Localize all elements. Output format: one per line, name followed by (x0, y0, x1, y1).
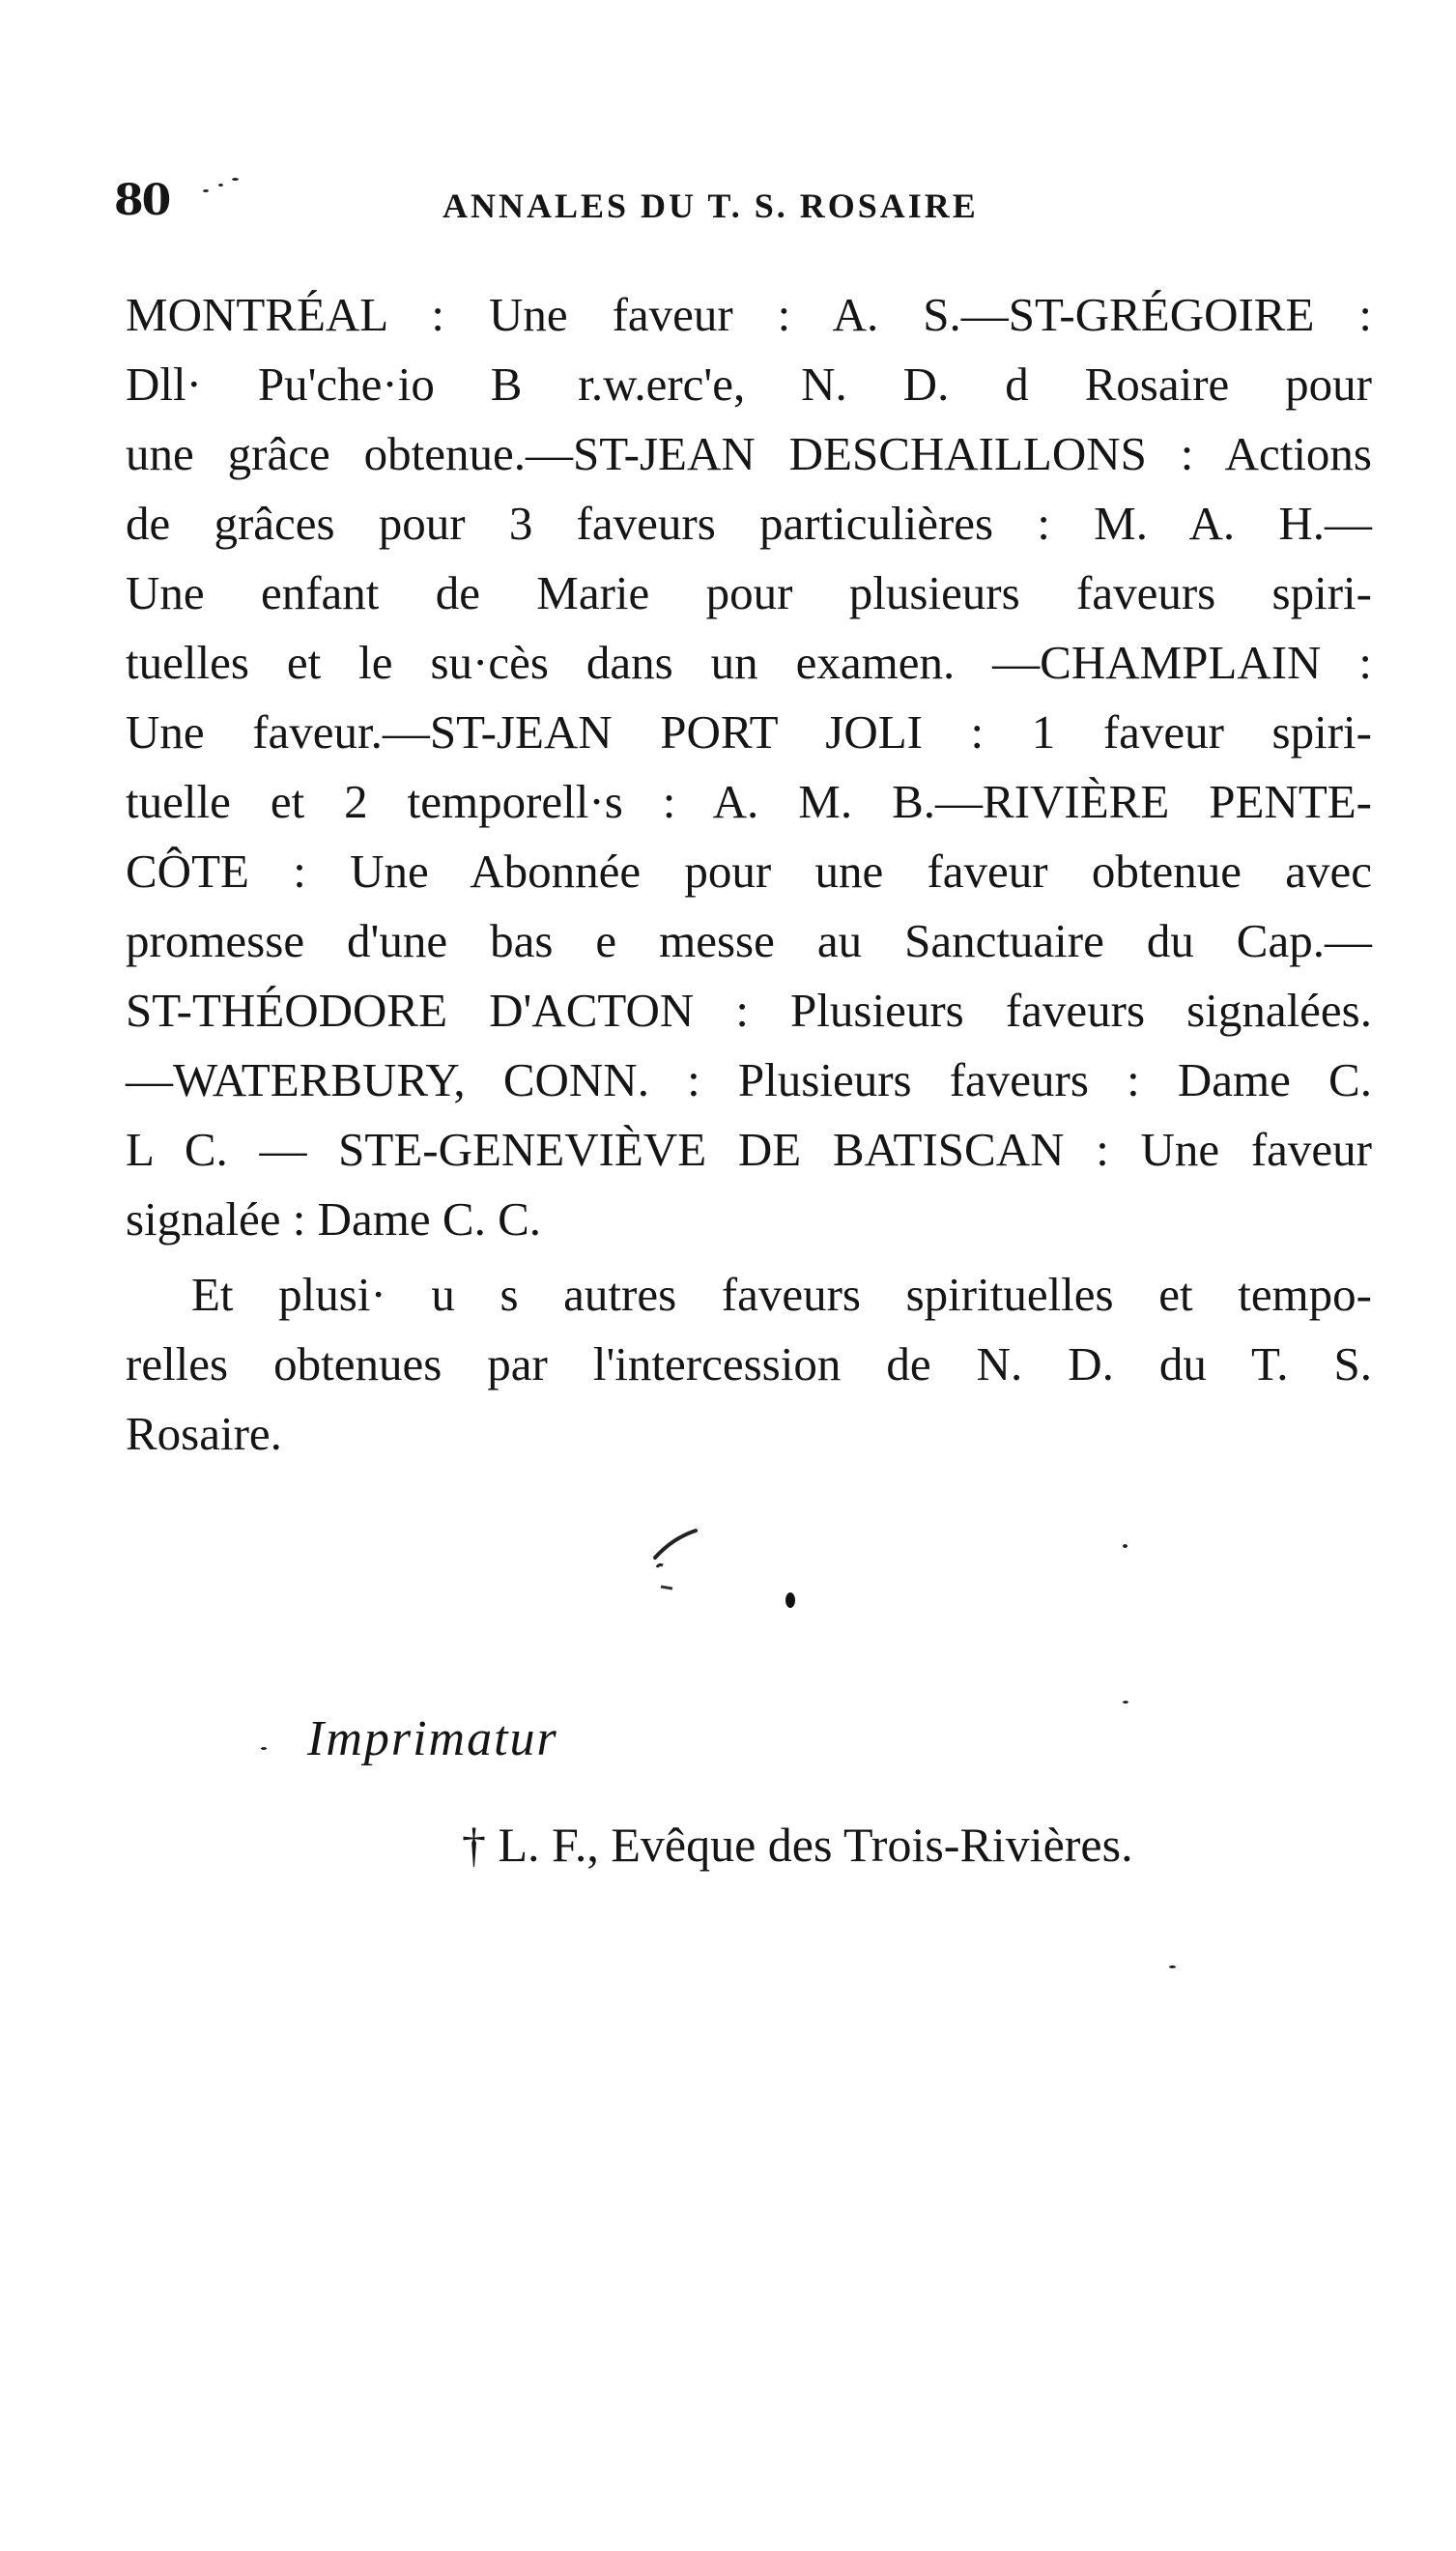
closing-line: relles obtenues par l'intercession de N. D. du T. S. (126, 1337, 1372, 1390)
ink-speck (203, 189, 209, 192)
ornament-divider (649, 1517, 804, 1623)
text-line: tuelles et le su·cès dans un examen. —CHAMPLAIN : (126, 636, 1372, 689)
text-line: —WATERBURY, CONN. : Plusieurs faveurs : Dame C. (126, 1053, 1372, 1106)
ink-speck (1123, 1701, 1128, 1704)
text-line: MONTRÉAL : Une faveur : A. S.—ST-GRÉGOIRE : (126, 288, 1372, 341)
text-line: une grâce obtenue.—ST-JEAN DESCHAILLONS : Actions (126, 427, 1372, 480)
text-line: ST-THÉODORE D'ACTON : Plusieurs faveurs signalées. (126, 984, 1372, 1037)
page-number: 80 (114, 176, 170, 225)
text-line: Une enfant de Marie pour plusieurs faveurs spiri- (126, 566, 1372, 619)
favours-text (126, 280, 1372, 1469)
text-line: CÔTE : Une Abonnée pour une faveur obtenue avec (126, 845, 1372, 898)
text-line: Dll· Pu'che·io B r.w.erc'e, N. D. d Rosaire pour (126, 358, 1372, 411)
ink-speck (261, 1747, 267, 1750)
ink-speck (1169, 1965, 1176, 1968)
imprimatur-label: Imprimatur (307, 1711, 558, 1766)
running-title: ANNALES DU T. S. ROSAIRE (443, 186, 979, 225)
ink-speck (218, 184, 223, 186)
closing-line: Et plusi· u s autres faveurs spirituelles et tempo- (191, 1268, 1372, 1321)
ink-speck (1123, 1544, 1128, 1548)
text-line: de grâces pour 3 faveurs particulières : M. A. H.— (126, 497, 1372, 550)
bishop-signature: † L. F., Evêque des Trois-Rivières. (462, 1818, 1133, 1872)
text-line: Une faveur.—ST-JEAN PORT JOLI : 1 faveur spiri- (126, 705, 1372, 759)
closing-line: Rosaire. (126, 1407, 282, 1460)
running-header (114, 176, 1389, 234)
text-line: signalée : Dame C. C. (126, 1192, 542, 1246)
text-line: tuelle et 2 temporell·s : A. M. B.—RIVIÈRE PENTE- (126, 775, 1372, 828)
ink-speck (232, 178, 239, 181)
text-line: L C. — STE-GENEVIÈVE DE BATISCAN : Une faveur (126, 1123, 1372, 1176)
text-line: promesse d'une bas e messe au Sanctuaire du Cap.— (126, 914, 1372, 967)
